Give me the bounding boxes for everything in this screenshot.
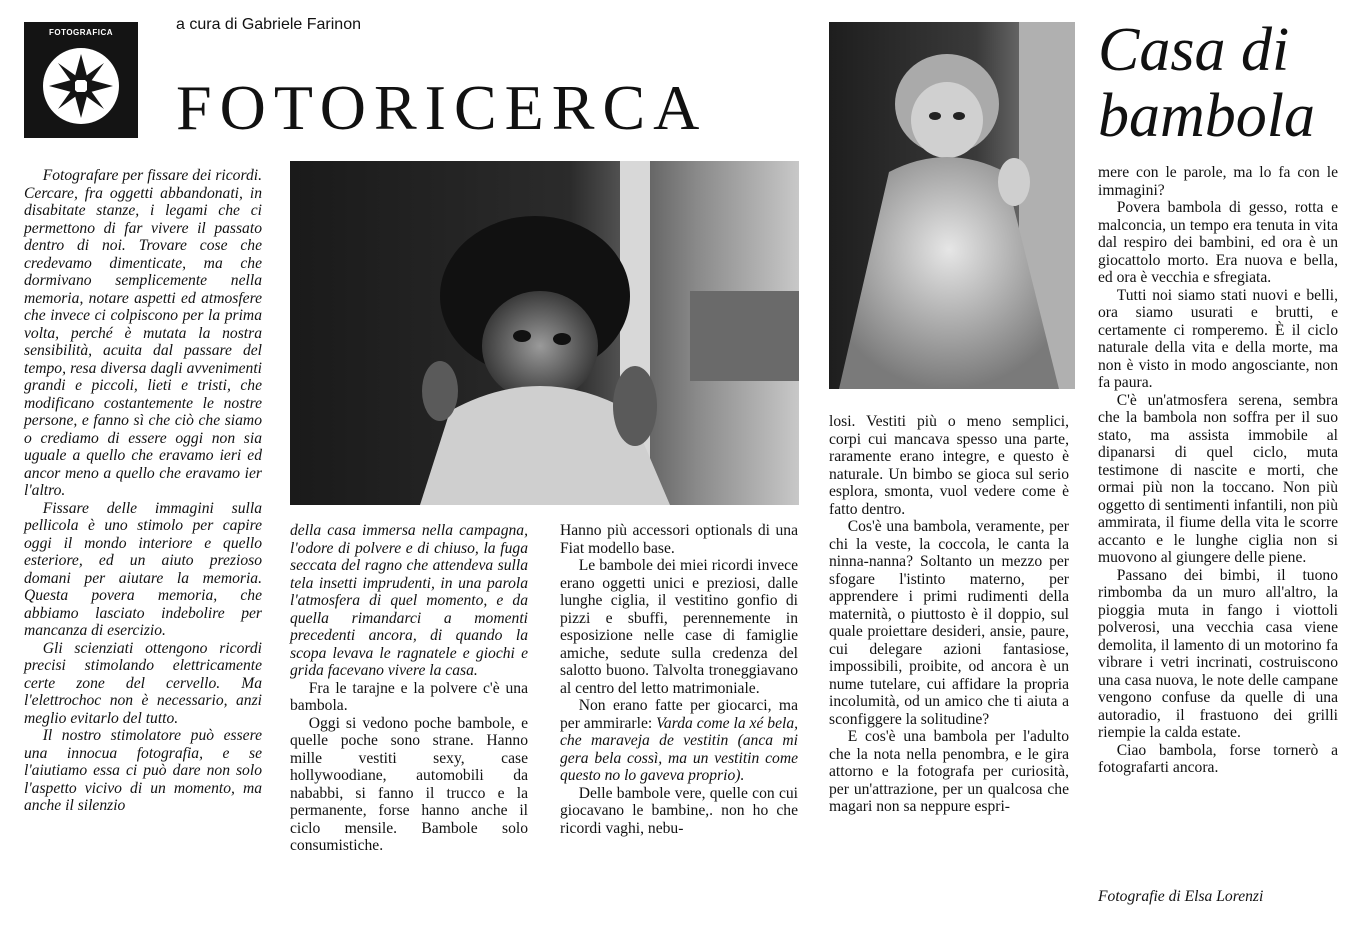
logo-label: FOTOGRAFICA <box>48 28 113 37</box>
title-line-1: Casa di <box>1098 16 1290 84</box>
column-1 <box>24 167 262 815</box>
paragraph: Non erano fatte per giocarci, ma per ammirarle: Varda come la xé bela, che maraveja de vestitin (anca mi gera bela cossì, ma un vestitin come questo no lo gaveva proprio). <box>560 697 799 784</box>
paragraph: Povera bambola di gesso, rotta e malconcia, un tempo era tenuta in vita dal respiro dei bambini, ed ora è un giocattolo morto. Era nuova e bella, ed ora è vecchia e sfregiata. <box>1098 199 1338 286</box>
paragraph: Passano dei bimbi, il tuono rimbomba da un muro all'altro, la pioggia muta in fango i viottoli polverosi, una vecchia casa viene demolita, il lamento di un motorino fa vibrare i vetri incrinati, costruiscono una casa nuova, le note delle campane vengono confuse da quelle di una autoradio, il frastuono dei grilli riempie la calda estate. <box>1098 566 1338 741</box>
paragraph: Fra le tarajne e la polvere c'è una bambola. <box>290 679 528 714</box>
column-4 <box>829 413 1069 816</box>
paragraph: Oggi si vedono poche bambole, e quelle poche sono strane. Hanno mille vestiti sexy, case hollywoodiane, automobili da nababbi, si fanno il trucco e la permanente, forse hanno anche il ciclo mensile. Bambole solo consumistiche. <box>290 714 528 854</box>
dialect-quote: Varda come la xé bela, che maraveja de vestitin (anca mi gera bela cossì, ma un vestitin come questo no lo gaveva proprio). <box>560 714 799 784</box>
paragraph: della casa immersa nella campagna, l'odore di polvere e di chiuso, la fuga seccata del ragno che attendeva sulla tela insetti imprudenti, in una parola l'atmosfera di quel momento, e da quella rimandarci a momenti precedenti ancora, di quando la scopa levava le ragnatele e giochi e grida facevano vivere la casa. <box>290 522 528 679</box>
paragraph: Delle bambole vere, quelle con cui giocavano le bambine,. non ho che ricordi vaghi, nebu- <box>560 784 798 837</box>
paragraph: Tutti noi siamo stati nuovi e belli, ora siamo usurati e brutti, e certamente ci romperemo. È il ciclo naturale della vita e della morte, ma non è visto in modo angosciante, non fa paura. <box>1098 286 1338 391</box>
paragraph: Cos'è una bambola, veramente, per chi la veste, la coccola, le canta la ninna-nanna? Soltanto un mezzo per sfogare l'istinto materno, per apprendere i primi rudimenti della maternità, o piuttosto è il doppio, sul quale proiettare desideri, ansie, paure, cui delegare azioni fantasiose, impossibili, proibite, od ancora è un nume tutelare, cui affidare la propria incolumità, od un amico che ti aiuta a sconfiggere la solitudine? <box>829 518 1069 728</box>
paragraph: Le bambole dei miei ricordi invece erano oggetti unici e preziosi, dalle lunghe ciglia, il vestitino gonfio di pizzi e sbuffi, perennemente in esposizione nelle case di famiglie amiche, sedute sulla credenza del salotto buono. Talvolta troneggiavano al centro del letto matrimoniale. <box>560 557 798 697</box>
fotografica-logo <box>24 22 138 138</box>
author-byline: a cura di Gabriele Farinon <box>176 16 361 33</box>
paragraph: Hanno più accessori optionals di una Fiat modello base. <box>560 522 798 557</box>
section-masthead: FOTORICERCA <box>176 72 708 143</box>
paragraph: mere con le parole, ma lo fa con le immagini? <box>1098 164 1338 199</box>
article-title <box>1098 18 1348 149</box>
title-line-2: bambola <box>1098 81 1315 150</box>
paragraph: Fotografare per fissare dei ricordi. Cercare, fra oggetti abbandonati, in disabitate stanze, i legami che ci permettono di far vivere il passato dentro di noi. Trovare cose che credevamo dimenticate, ma che dormivano semplicemente nella memoria, notare aspetti ed atmosfere che invece ci colpiscono per la prima volta, perché è mutata la nostra sensibilità, acuita dal passare del tempo, resa diversa dagli avvenimenti grandi e piccoli, lieti e tristi, che modificano costantemente le nostre persone, e fanno sì che ciò che siamo o crediamo di essere oggi non sia uguale a quello che eravamo ieri ed ancor meno a quello che eravamo ier l'altro. <box>24 167 262 499</box>
column-3 <box>560 522 798 837</box>
column-2 <box>290 522 528 855</box>
photo-credit: Fotografie di Elsa Lorenzi <box>1098 888 1264 905</box>
paragraph: C'è un'atmosfera serena, sembra che la bambola non soffra per il suo stato, ma assista immobile al dipanarsi di quel ciclo, muta testimone di nascite e morti, che ormai più non la toccano. Non più oggetto di sentimenti infantili, non più ammirata, il fiume della vita le scorre accanto e le lunghe ciglia non si muovono al giungere delle piene. <box>1098 391 1338 566</box>
paragraph: E cos'è una bambola per l'adulto che la nota nella penombra, e le gira attorno e la fotografa per curiosità, per un'attrazione, per un qualcosa che magari non sa neppure espri- <box>829 728 1069 815</box>
paragraph: Gli scienziati ottengono ricordi precisi stimolando elettricamente certe zone del cervello. Ma l'elettrochoc non è necessario, anzi meglio evitarlo del tutto. <box>24 639 262 727</box>
doll-in-dress-photo <box>829 22 1075 389</box>
doll-by-window-photo <box>290 161 799 505</box>
camera-aperture-icon <box>41 46 121 126</box>
paragraph: Il nostro stimolatore può essere una innocua fotografia, e se l'aiutiamo essa ci può dare non solo l'aspetto vicivo di un momento, ma anche il silenzio <box>24 727 262 814</box>
paragraph: Ciao bambola, forse tornerò a fotografarti ancora. <box>1098 741 1338 776</box>
column-5 <box>1098 164 1338 777</box>
paragraph: losi. Vestiti più o meno semplici, corpi cui mancava spesso una parte, raramente erano integre, e questo è naturale. Un bimbo se gioca sul serio esplora, smonta, vuol vedere come è fatto dentro. <box>829 413 1069 518</box>
paragraph: Fissare delle immagini sulla pellicola è uno stimolo per capire oggi il mondo interiore e quello esteriore, ed un aiuto prezioso domani per aiutare la memoria. Questa povera memoria, che abbiamo lasciato indebolire per mancanza di esercizio. <box>24 499 262 639</box>
